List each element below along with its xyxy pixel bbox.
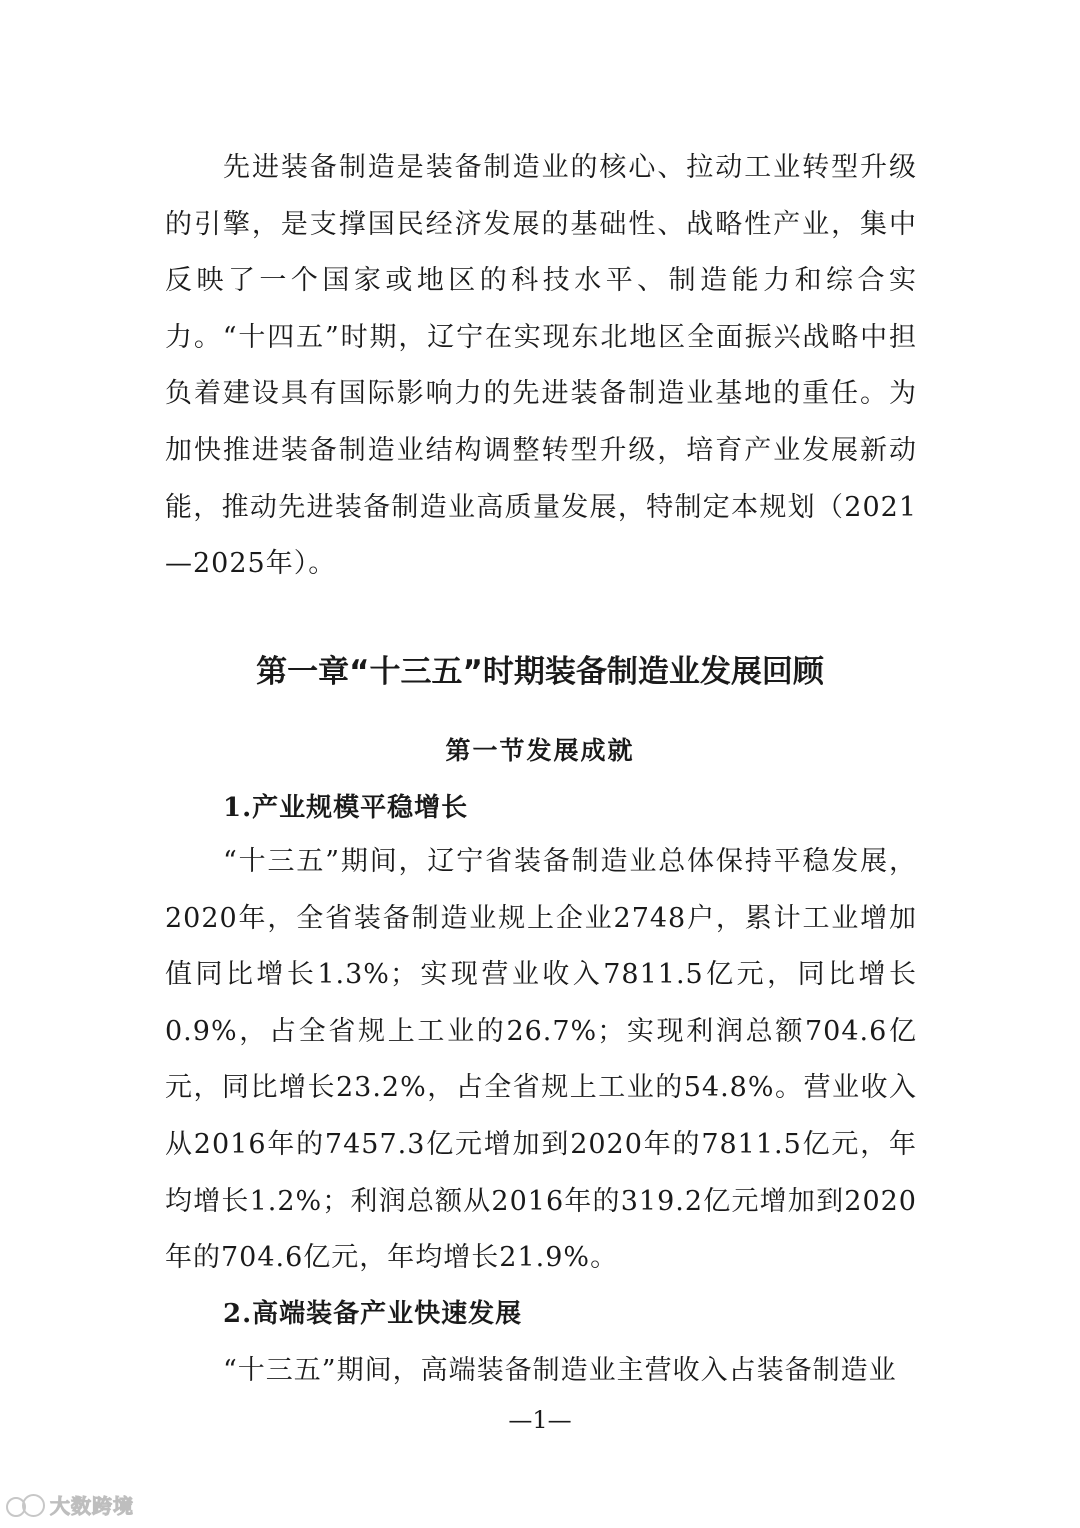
subsection-1-heading: 1.产业规模平稳增长 [223,793,469,823]
speech-bubbles-logo-icon [6,1493,44,1517]
subsection-2-paragraph: “十三五”期间，高端装备制造业主营收入占装备制造业 [223,1355,897,1386]
chapter-title: 第一章“十三五”时期装备制造业发展回顾 [256,654,824,690]
watermark-text: 大数跨境 [50,1494,134,1518]
section-title: 第一节发展成就 [445,736,635,765]
subsection-2-heading: 2.高端装备产业快速发展 [223,1299,523,1329]
watermark [6,1490,134,1519]
intro-paragraph: 先进装备制造是装备制造业的核心、拉动工业转型升级的引擎，是支撑国民经济发展的基础性、战略性产业，集中反映了一个国家或地区的科技水平、制造能力和综合实力。“十四五”时期，辽宁在实现东北地区全面振兴战略中担负着建设具有国际影响力的先进装备制造业基地的重任。为加快推进装备制造业结构调整转型升级，培育产业发展新动能，推动先进装备制造业高质量发展，特制定本规划（2021—2025年）。 [165,152,917,580]
subsection-1-paragraph: “十三五”期间，辽宁省装备制造业总体保持平稳发展，2020年，全省装备制造业规上企业2748户，累计工业增加值同比增长1.3%；实现营业收入7811.5亿元，同比增长0.9%，占全省规上工业的26.7%；实现利润总额704.6亿元，同比增长23.2%，占全省规上工业的54.8%。营业收入从2016年的7457.3亿元增加到2020年的7811.5亿元，年均增长1.2%；利润总额从2016年的319.2亿元增加到2020年的704.6亿元，年均增长21.9%。 [165,846,917,1274]
page-number: —1— [508,1406,572,1434]
